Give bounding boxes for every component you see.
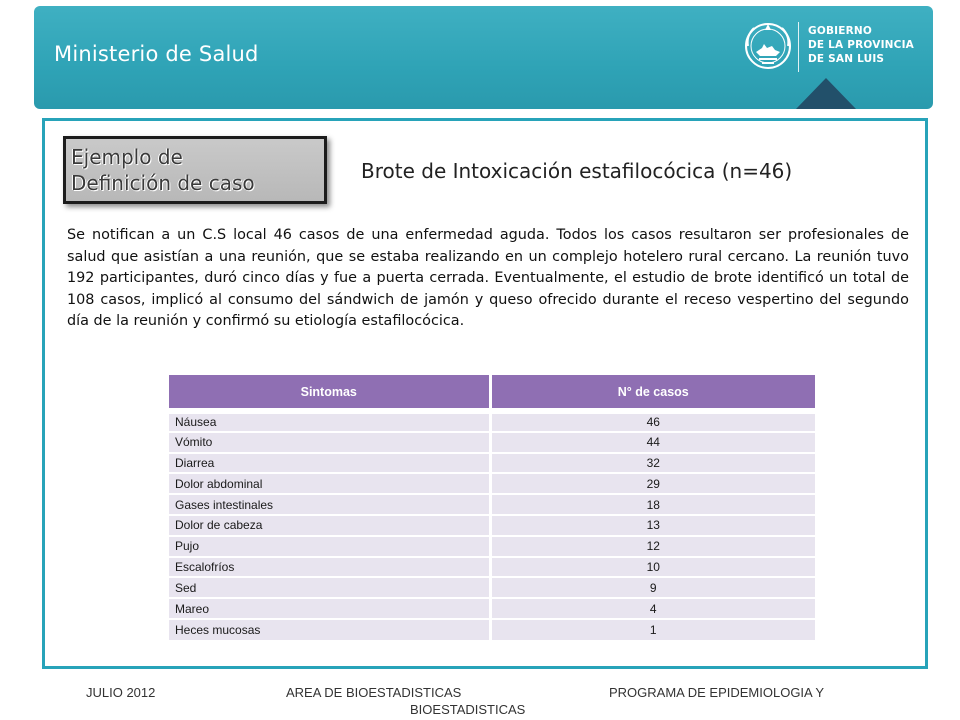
example-line-1: Ejemplo de	[71, 145, 183, 169]
header-sintomas: Sintomas	[169, 375, 490, 411]
case-description: Se notifican a un C.S local 46 casos de una enfermedad aguda. Todos los casos resultaron ser profesionales de salud que asistían a una reunión, que se estaba realizando en un complejo hotelero rural cercano. La reunión tuvo 192 participantes, duró cinco días y fue a puerta cerrada. Eventualmente, el estudio de brote identificó un total de 108 casos, implicó al consumo del sándwich de jamón y queso ofrecido durante el receso vespertino del segundo día de la reunión y confirmó su etiología estafilocócica.	[67, 227, 909, 329]
count-cell: 1	[490, 619, 815, 640]
count-cell: 44	[490, 432, 815, 453]
footer-date: JULIO 2012	[86, 685, 156, 700]
count-cell: 13	[490, 515, 815, 536]
symptom-cell: Escalofríos	[169, 557, 490, 578]
symptom-cell: Sed	[169, 577, 490, 598]
header-casos: N° de casos	[490, 375, 815, 411]
count-cell: 12	[490, 536, 815, 557]
table-row	[169, 515, 815, 536]
table-row	[169, 557, 815, 578]
banner-notch	[796, 78, 856, 109]
logo-divider	[798, 22, 799, 72]
symptom-cell: Diarrea	[169, 453, 490, 474]
table-row	[169, 577, 815, 598]
government-name	[808, 24, 914, 66]
header-banner	[34, 6, 933, 109]
symptoms-table	[169, 375, 815, 640]
table-row	[169, 494, 815, 515]
symptom-cell: Pujo	[169, 536, 490, 557]
count-cell: 32	[490, 453, 815, 474]
table-row	[169, 536, 815, 557]
example-box	[63, 136, 327, 204]
table-row	[169, 432, 815, 453]
gov-line-3: DE SAN LUIS	[808, 53, 885, 65]
count-cell: 9	[490, 577, 815, 598]
table-row	[169, 598, 815, 619]
gov-line-2: DE LA PROVINCIA	[808, 39, 915, 51]
count-cell: 18	[490, 494, 815, 515]
table-row	[169, 411, 815, 432]
symptom-cell: Dolor de cabeza	[169, 515, 490, 536]
footer-program-line-2: BIOESTADISTICAS	[410, 702, 526, 717]
footer-area: AREA DE BIOESTADISTICAS	[286, 685, 462, 700]
symptom-cell: Dolor abdominal	[169, 473, 490, 494]
content-frame	[42, 118, 928, 669]
outbreak-title: Brote de Intoxicación estafilocócica (n=46)	[361, 159, 793, 183]
table-header-row	[169, 375, 815, 411]
gov-line-1: GOBIERNO	[808, 25, 873, 37]
count-cell: 4	[490, 598, 815, 619]
symptom-cell: Heces mucosas	[169, 619, 490, 640]
symptom-cell: Gases intestinales	[169, 494, 490, 515]
table-row	[169, 473, 815, 494]
table-row	[169, 619, 815, 640]
symptom-cell: Mareo	[169, 598, 490, 619]
count-cell: 10	[490, 557, 815, 578]
example-line-2: Definición de caso	[71, 171, 255, 195]
count-cell: 46	[490, 411, 815, 432]
footer-program-line-1: PROGRAMA DE EPIDEMIOLOGIA Y	[609, 685, 825, 700]
province-seal-icon	[742, 18, 794, 74]
ministry-title: Ministerio de Salud	[54, 42, 259, 66]
symptom-cell: Náusea	[169, 411, 490, 432]
count-cell: 29	[490, 473, 815, 494]
table-row	[169, 453, 815, 474]
symptom-cell: Vómito	[169, 432, 490, 453]
